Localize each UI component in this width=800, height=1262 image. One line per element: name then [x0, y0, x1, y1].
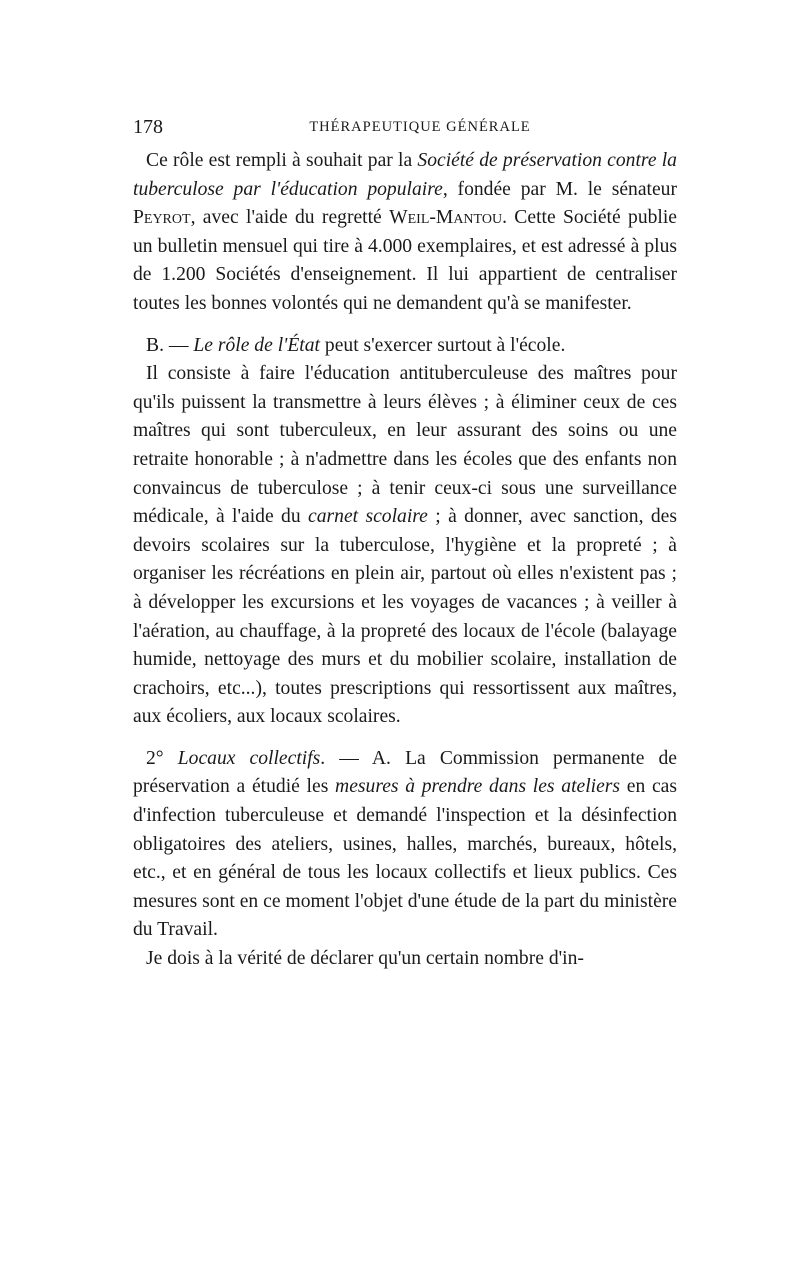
text-run: 2°: [146, 747, 178, 769]
text-run: peut s'exercer surtout à l'école.: [320, 334, 566, 356]
text-run: ; à donner, avec sanction, des devoirs scolaires sur la tuberculose, l'hygiène et la propreté ; à organiser les récréations en plein air, partout où elles n'existent pas ; à développer les excursions et les voyages de vacances ; à veiller à l'aération, au chauffage, à la propreté des locaux de l'école (balayage humide, nettoyage des murs et du mobilier scolaire, installation de crachoirs, etc...), toutes prescriptions qui ressortissent aux maîtres, aux écoliers, aux locaux scolaires.: [133, 506, 678, 728]
body-text: [133, 147, 677, 974]
person-name: Peyrot: [133, 207, 191, 229]
emphasis: carnet scolaire: [308, 506, 428, 528]
section-heading: Locaux collectifs: [177, 747, 321, 769]
paragraph-role-etat: [133, 332, 677, 361]
text-run: B. —: [146, 334, 194, 356]
text-run: , fondée par M. le sénateur: [442, 178, 677, 200]
text-run: Ce rôle est rempli à souhait par la: [146, 150, 418, 171]
person-name: Weil-Mantou: [389, 207, 503, 229]
text-run: Il consiste à faire l'éducation antituberculeuse des maîtres pour qu'ils puissent la transmettre à leurs élèves ; à éliminer ceux de ces maîtres qui sont tuberculeux, en leur assurant des soins ou une retraite honorable ; à n'admettre dans les écoles que des enfants non convaincus de tuberculose ; à tenir ceux-ci sous une surveillance médicale, à l'aide du: [133, 363, 677, 528]
text-run: en cas d'infection tuberculeuse et demandé l'inspection et la désinfection obligatoires des ateliers, usines, halles, marchés, bureaux, hôtels, etc., et en général de tous les locaux collectifs et lieux publics. Ces mesures sont en ce moment l'objet d'une étude de la part du ministère du Travail.: [133, 776, 677, 941]
emphasis: Le rôle de l'État: [193, 334, 320, 356]
emphasis: mesures à prendre dans les ateliers: [335, 776, 621, 798]
society-name: Société de préservation contre la tuberculose par l'éducation populaire: [133, 150, 677, 200]
paragraph-societe: [133, 147, 677, 319]
page-header: [133, 116, 677, 140]
text-run: , avec l'aide du regretté: [190, 207, 390, 229]
text-run: . Cette Société publie un bulletin mensuel qui tire à 4.000 exemplaires, et est adressé à plus de 1.200 Sociétés d'enseignement. Il lui appartient de centraliser toutes les bonnes volontés qui ne demandent qu'à se manifester.: [133, 207, 677, 314]
paragraph-locaux-collectifs: [133, 745, 677, 945]
running-head: THÉRAPEUTIQUE GÉNÉRALE: [309, 119, 531, 135]
page-number: 178: [133, 116, 163, 138]
paragraph-verite: [133, 945, 677, 974]
paragraph-ecole: [133, 360, 677, 732]
text-run: Je dois à la vérité de déclarer qu'un certain nombre d'in-: [146, 948, 584, 970]
text-run: . — A. La Commission permanente de préservation a étudié les: [133, 747, 678, 798]
